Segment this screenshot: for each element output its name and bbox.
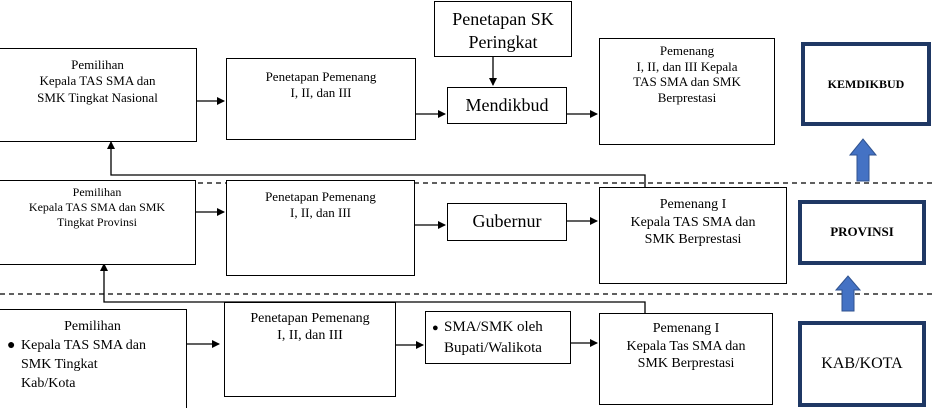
- kabkota-pemilihan-box: [0, 309, 187, 408]
- kab-pemilihan-line-2: Kepala TAS SMA dan: [21, 337, 147, 353]
- kab-pemenang-line-1: Pemenang I: [652, 321, 720, 336]
- level-kemdikbud-label: KEMDIKBUD: [827, 76, 905, 91]
- nas-penetapan-line-2: I, II, dan III: [290, 85, 352, 101]
- kab-pemenang-line-2: Kepala Tas SMA dan: [626, 338, 746, 354]
- prov-pemilihan-line-2: Kepala TAS SMA dan SMK: [28, 200, 166, 214]
- nas-pemilihan-line-2: Kepala TAS SMA dan: [39, 73, 156, 89]
- prov-pemilihan-line-3: Tingkat Provinsi: [57, 215, 137, 229]
- nas-pemilihan-line-3: SMK Tingkat Nasional: [37, 89, 158, 105]
- sk-line-1: Penetapan SK: [452, 9, 554, 29]
- kabkota-pemenang-box: [599, 313, 773, 405]
- bullet-dot-icon: ●: [432, 322, 439, 334]
- kab-pemenang-line-3: SMK Berprestasi: [637, 356, 735, 371]
- nas-pemenang-line-4: Berprestasi: [657, 89, 717, 105]
- kab-pemilihan-line-3: SMK Tingkat: [21, 356, 98, 372]
- prov-penetapan-line-2: I, II, dan III: [290, 205, 351, 221]
- bupati-line-2: Bupati/Walikota: [444, 340, 542, 356]
- kab-penetapan-line-2: I, II, dan III: [277, 327, 343, 343]
- kab-penetapan-line-1: Penetapan Pemenang: [250, 311, 370, 326]
- nasional-penetapan-box: [226, 58, 416, 140]
- level-kabkota-box: [798, 321, 926, 407]
- nas-pemenang-line-3: TAS SMA dan SMK: [633, 74, 741, 90]
- mendikbud-label: Mendikbud: [465, 95, 549, 115]
- provinsi-pemenang-box: [599, 187, 787, 284]
- prov-pemilihan-line-1: Pemilihan: [72, 185, 122, 199]
- level-provinsi-box: [798, 200, 926, 265]
- nas-penetapan-line-1: Penetapan Pemenang: [265, 69, 377, 84]
- provinsi-pemilihan-box: [0, 180, 196, 265]
- prov-pemenang-line-2: Kepala TAS SMA dan: [630, 214, 756, 230]
- level-kabkota-label: KAB/KOTA: [821, 355, 903, 372]
- up-arrow-provinsi-to-kemdikbud: [850, 139, 876, 181]
- prov-penetapan-line-1: Penetapan Pemenang: [265, 189, 376, 204]
- level-kemdikbud-box: [801, 42, 931, 126]
- mendikbud-box: [447, 87, 567, 124]
- nas-pemilihan-line-1: Pemilihan: [71, 57, 124, 72]
- level-provinsi-label: PROVINSI: [830, 224, 894, 240]
- gubernur-label: Gubernur: [472, 211, 542, 231]
- provinsi-penetapan-box: [226, 180, 415, 276]
- sk-line-2: Peringkat: [468, 32, 538, 53]
- nasional-pemilihan-box: [0, 48, 197, 142]
- nasional-pemenang-box: [599, 38, 775, 145]
- bupati-box: [425, 311, 571, 364]
- kabkota-penetapan-box: [224, 302, 396, 397]
- bupati-line-1: SMA/SMK oleh: [444, 319, 543, 335]
- bullet-dot-icon: ●: [7, 337, 16, 353]
- prov-pemenang-line-1: Pemenang I: [659, 197, 727, 212]
- kab-pemilihan-bullet: [0, 337, 186, 394]
- nasional-sk-box: [434, 1, 572, 57]
- nas-pemenang-line-2: I, II, dan III Kepala: [636, 58, 738, 74]
- nas-pemenang-line-1: Pemenang: [659, 43, 715, 58]
- gubernur-box: [447, 203, 567, 241]
- kab-pemilihan-line-1: Pemilihan: [64, 319, 121, 334]
- kab-pemilihan-line-4: Kab/Kota: [21, 375, 76, 391]
- prov-pemenang-line-3: SMK Berprestasi: [644, 232, 742, 247]
